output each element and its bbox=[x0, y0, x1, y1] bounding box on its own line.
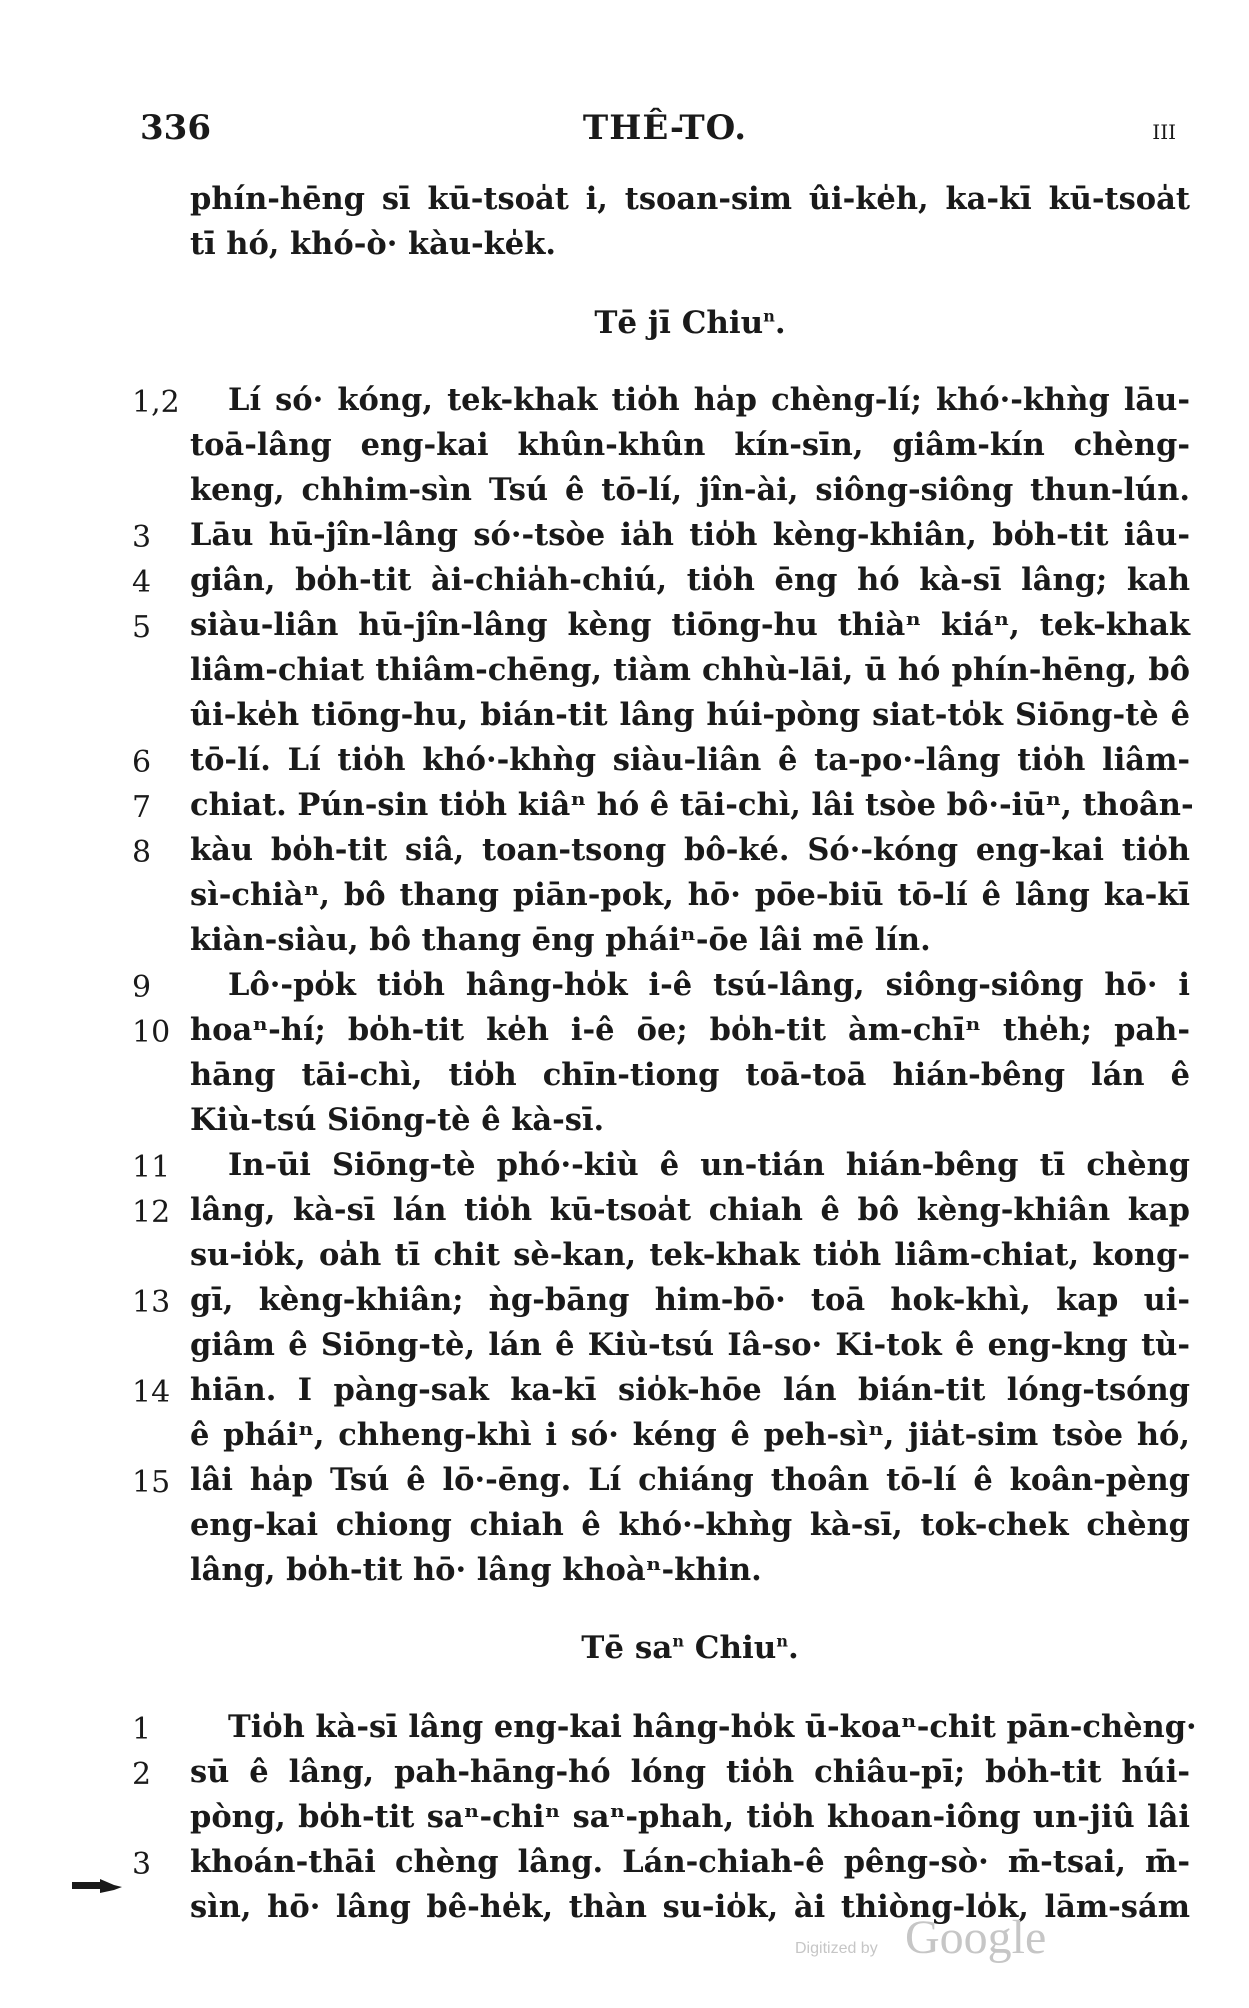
chapter-heading-sup: n bbox=[776, 1631, 788, 1651]
chapter-heading-sup: n bbox=[672, 1631, 684, 1651]
verse-number: 1,2 bbox=[132, 385, 180, 420]
text-line: eng-kai chiong chiah ê khó·-khǹg kà-sī, tok-chek chèng bbox=[190, 1507, 1190, 1543]
text-line: ê pháiⁿ, chheng-khì i só· kéng ê peh-sìⁿ, jia̍t-sim tsòe hó, bbox=[190, 1417, 1190, 1453]
verse-number: 9 bbox=[132, 970, 152, 1005]
verse-number: 2 bbox=[132, 1757, 152, 1792]
text-line: kàu bo̍h-tit siâ, toan-tsong bô-ké. Só·-kóng eng-kai tio̍h bbox=[190, 832, 1190, 868]
chapter-heading-sup: n bbox=[763, 306, 775, 326]
running-header bbox=[140, 108, 1190, 158]
verse-number: 14 bbox=[132, 1375, 171, 1410]
text-line: giâm ê Siōng-tè, lán ê Kiù-tsú Iâ-so· Ki-tok ê eng-kng tù- bbox=[190, 1327, 1190, 1363]
text-line: Kiù-tsú Siōng-tè ê kà-sī. bbox=[190, 1102, 605, 1138]
running-title: THÊ-TO. bbox=[582, 108, 748, 148]
text-line: In-ūi Siōng-tè phó·-kiù ê un-tián hián-bêng tī chèng bbox=[228, 1147, 1190, 1183]
text-line: hoaⁿ-hí; bo̍h-tit ke̍h i-ê ōe; bo̍h-tit àm-chīⁿ the̍h; pah- bbox=[190, 1012, 1190, 1048]
text-line: gī, kèng-khiân; ǹg-bāng him-bō· toā hok-khì, kap ui- bbox=[190, 1282, 1190, 1318]
text-line: hāng tāi-chì, tio̍h chīn-tiong toā-toā hián-bêng lán ê bbox=[190, 1057, 1190, 1093]
text-line: ûi-ke̍h tiōng-hu, bián-tit lâng húi-pòng siat-to̍k Siōng-tè ê bbox=[190, 697, 1190, 733]
pointing-hand-icon bbox=[70, 1876, 124, 1896]
text-line: giân, bo̍h-tit ài-chia̍h-chiú, tio̍h ēng hó kà-sī lâng; kah bbox=[190, 562, 1190, 598]
google-logo: Google bbox=[905, 1911, 1047, 1964]
text-line: keng, chhim-sìn Tsú ê tō-lí, jîn-ài, siông-siông thun-lún. bbox=[190, 472, 1190, 508]
text-line: sìn, hō· lâng bê-he̍k, thàn su-io̍k, ài thiòng-lo̍k, lām-sám bbox=[190, 1889, 1190, 1925]
verse-number: 15 bbox=[132, 1465, 171, 1500]
verse-number: 3 bbox=[132, 1847, 152, 1882]
verse-number: 4 bbox=[132, 565, 152, 600]
verse-number: 8 bbox=[132, 835, 152, 870]
verse-number: 5 bbox=[132, 610, 152, 645]
text-line: liâm-chiat thiâm-chēng, tiàm chhù-lāi, ū hó phín-hēng, bô bbox=[190, 652, 1190, 688]
verse-number: 6 bbox=[132, 745, 152, 780]
text-line: khoán-thāi chèng lâng. Lán-chiah-ê pêng-sò· m̄-tsai, m̄- bbox=[190, 1844, 1190, 1880]
chapter-heading-text: Tē sa bbox=[581, 1630, 673, 1666]
watermark-prefix: Digitized by bbox=[795, 1940, 878, 1957]
verse-number: 11 bbox=[132, 1150, 171, 1185]
text-line: Lāu hū-jîn-lâng só·-tsòe ia̍h tio̍h kèng-khiân, bo̍h-tit iâu- bbox=[190, 517, 1190, 553]
text-line: sū ê lâng, pah-hāng-hó lóng tio̍h chiâu-pī; bo̍h-tit húi- bbox=[190, 1754, 1190, 1790]
chapter-heading-mid: Chiu bbox=[684, 1630, 777, 1666]
verse-number: 1 bbox=[132, 1712, 152, 1747]
verse-number: 7 bbox=[132, 790, 152, 825]
text-line: Lô·-po̍k tio̍h hâng-ho̍k i-ê tsú-lâng, siông-siông hō· i bbox=[228, 967, 1190, 1003]
text-line: hiān. I pàng-sak ka-kī sio̍k-hōe lán bián-tit lóng-tsóng bbox=[190, 1372, 1190, 1408]
text-line: su-io̍k, oa̍h tī chit sè-kan, tek-khak tio̍h liâm-chiat, kong- bbox=[190, 1237, 1190, 1273]
text-line: kiàn-siàu, bô thang ēng pháiⁿ-ōe lâi mē lín. bbox=[190, 922, 931, 958]
text-line: tō-lí. Lí tio̍h khó·-khǹg siàu-liân ê ta-po·-lâng tio̍h liâm- bbox=[190, 742, 1190, 778]
verse-number: 3 bbox=[132, 520, 152, 555]
verse-number: 13 bbox=[132, 1285, 171, 1320]
chapter-heading-end: . bbox=[787, 1630, 799, 1666]
text-line: toā-lâng eng-kai khûn-khûn kín-sīn, giâm-kín chèng- bbox=[190, 427, 1190, 463]
chapter-heading-text: Tē jī Chiu bbox=[594, 305, 764, 341]
text-line: lâng, kà-sī lán tio̍h kū-tsoa̍t chiah ê bô kèng-khiân kap bbox=[190, 1192, 1190, 1228]
text-line: tī hó, khó-ò· kàu-ke̍k. bbox=[190, 226, 556, 262]
page-number: 336 bbox=[140, 108, 211, 148]
text-line: chiat. Pún-sin tio̍h kiâⁿ hó ê tāi-chì, lâi tsòe bô·-iūⁿ, thoân- bbox=[190, 787, 1194, 823]
text-line: lâi ha̍p Tsú ê lō·-ēng. Lí chiáng thoân tō-lí ê koân-pèng bbox=[190, 1462, 1190, 1498]
text-line: lâng, bo̍h-tit hō· lâng khoàⁿ-khin. bbox=[190, 1552, 762, 1588]
text-line: siàu-liân hū-jîn-lâng kèng tiōng-hu thiàⁿ kiáⁿ, tek-khak bbox=[190, 607, 1190, 643]
text-line: sì-chiàⁿ, bô thang piān-pok, hō· pōe-biū tō-lí ê lâng ka-kī bbox=[190, 877, 1190, 913]
chapter-roman-numeral: III bbox=[1152, 120, 1176, 144]
chapter-heading bbox=[190, 1630, 1190, 1666]
text-line: phín-hēng sī kū-tsoa̍t i, tsoan-sim ûi-ke̍h, ka-kī kū-tsoa̍t bbox=[190, 181, 1190, 217]
chapter-heading-end: . bbox=[774, 305, 786, 341]
verse-number: 12 bbox=[132, 1195, 171, 1230]
text-line: Lí só· kóng, tek-khak tio̍h ha̍p chèng-lí; khó·-khǹg lāu- bbox=[228, 382, 1190, 418]
text-line: pòng, bo̍h-tit saⁿ-chiⁿ saⁿ-phah, tio̍h khoan-iông un-jiû lâi bbox=[190, 1799, 1190, 1835]
chapter-heading bbox=[190, 305, 1190, 341]
text-line: Tio̍h kà-sī lâng eng-kai hâng-ho̍k ū-koaⁿ-chit pān-chèng· bbox=[228, 1709, 1197, 1745]
verse-number: 10 bbox=[132, 1015, 171, 1050]
